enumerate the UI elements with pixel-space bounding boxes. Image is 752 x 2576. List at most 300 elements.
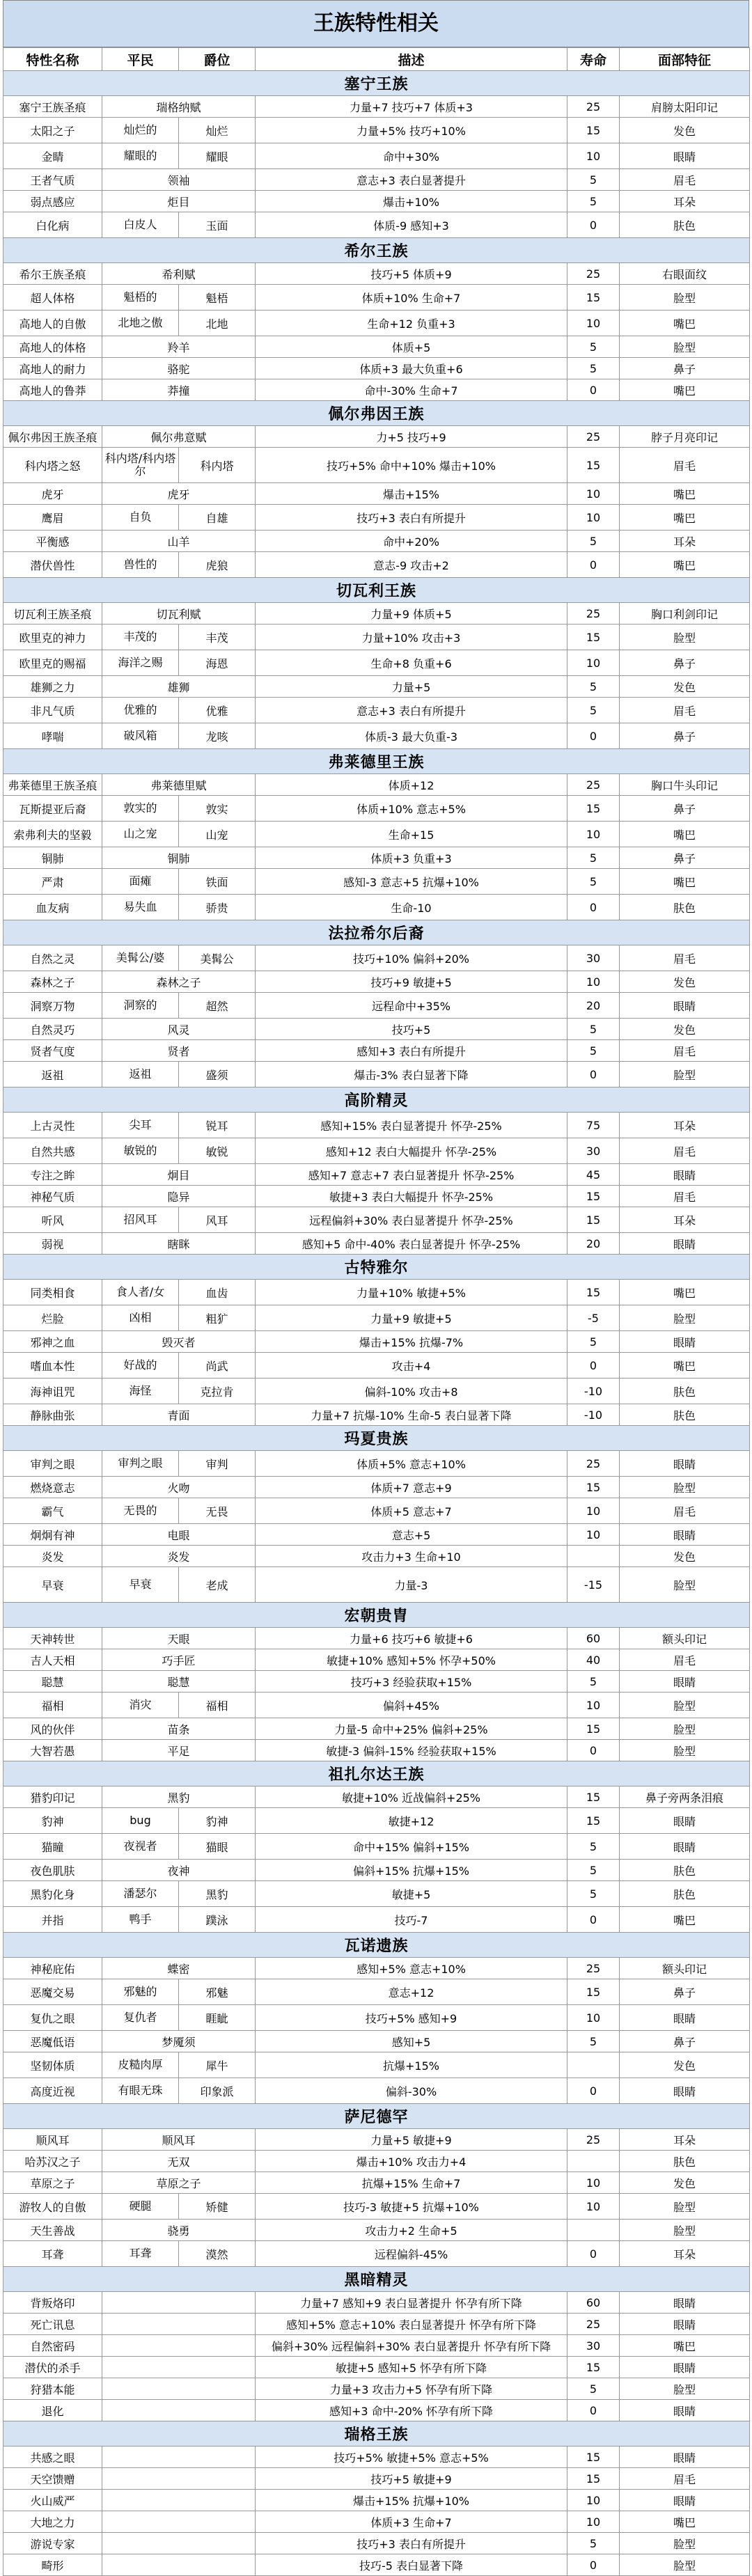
table-row (3, 2314, 750, 2335)
trait-name-cell: 燃烧意志 (3, 1477, 102, 1498)
table-row (3, 2172, 750, 2194)
trait-name-cell: 大智若愚 (3, 1740, 102, 1761)
table-row (3, 2031, 750, 2052)
description-cell: 偏斜+30% 远程偏斜+30% 表白显著提升 怀孕有所下降 (256, 2335, 567, 2357)
title-merged-cell: 草原之子 (102, 2172, 256, 2194)
title-merged-cell: 弗莱德里赋 (102, 774, 256, 796)
commoner-title-cell: 魁梧的 (102, 285, 179, 311)
noble-title-cell: 优雅 (179, 698, 256, 723)
commoner-title-cell: 有眼无珠 (102, 2078, 179, 2104)
facial-feature-cell: 发色 (620, 1546, 750, 1567)
title-merged-cell (102, 2335, 256, 2357)
table-row (3, 169, 750, 191)
description-cell: 爆击+15% (256, 483, 567, 505)
trait-name-cell: 天空馈赠 (3, 2468, 102, 2490)
commoner-title-cell: 招风耳 (102, 1207, 179, 1233)
facial-feature-cell: 眉毛 (620, 698, 750, 723)
lifespan-cell: 0 (567, 723, 620, 749)
trait-name-cell: 雄狮之力 (3, 676, 102, 698)
description-cell: 敏捷+10% 感知+5% 怀孕+50% (256, 1649, 567, 1671)
table-row (3, 1808, 750, 1834)
trait-name-cell: 背叛烙印 (3, 2292, 102, 2314)
commoner-title-cell: 北地之傲 (102, 311, 179, 336)
table-row (3, 1138, 750, 1164)
facial-feature-cell: 眼睛 (620, 993, 750, 1019)
description-cell: 敏捷+5 (256, 1881, 567, 1907)
lifespan-cell (567, 2151, 620, 2172)
lifespan-cell: 10 (567, 483, 620, 505)
noble-title-cell: 尚武 (179, 1353, 256, 1379)
description-cell: 敏捷-3 偏斜-15% 经验获取+15% (256, 1740, 567, 1761)
lifespan-cell: 0 (567, 379, 620, 401)
commoner-title-cell: 审判之眼 (102, 1451, 179, 1477)
description-cell: 偏斜+45% (256, 1693, 567, 1718)
facial-feature-cell: 鼻子 (620, 650, 750, 676)
trait-name-cell: 神秘气质 (3, 1186, 102, 1207)
facial-feature-cell: 眼睛 (620, 143, 750, 169)
description-cell: 爆击+10% (256, 191, 567, 212)
facial-feature-cell: 眼睛 (620, 2078, 750, 2104)
description-cell: 生命-10 (256, 895, 567, 920)
commoner-title-cell: 海洋之赐 (102, 650, 179, 676)
table-row (3, 426, 750, 448)
facial-feature-cell: 眼睛 (620, 2314, 750, 2335)
trait-name-cell: 超人体格 (3, 285, 102, 311)
facial-feature-cell: 眼睛 (620, 1524, 750, 1546)
trait-name-cell: 猫瞳 (3, 1834, 102, 1860)
noble-title-cell: 虎狼 (179, 552, 256, 578)
trait-name-cell: 上古灵性 (3, 1113, 102, 1138)
traits-table (3, 47, 750, 2576)
lifespan-cell: -10 (567, 1404, 620, 1426)
facial-feature-cell: 发色 (620, 1019, 750, 1040)
facial-feature-cell: 鼻子 (620, 358, 750, 379)
facial-feature-cell: 肤色 (620, 1860, 750, 1881)
section-header-row (3, 1933, 750, 1958)
table-row (3, 1958, 750, 1979)
header-lifespan: 寿命 (567, 48, 620, 71)
table-row (3, 2554, 750, 2576)
title-merged-cell: 莽撞 (102, 379, 256, 401)
description-cell: 力量-5 命中+25% 偏斜+25% (256, 1718, 567, 1740)
noble-title-cell: 黑豹 (179, 1881, 256, 1907)
lifespan-cell: 0 (567, 212, 620, 238)
table-row (3, 358, 750, 379)
trait-name-cell: 平衡感 (3, 531, 102, 552)
facial-feature-cell: 脸型 (620, 2220, 750, 2241)
header-row (3, 48, 750, 71)
facial-feature-cell: 胸口牛头印记 (620, 774, 750, 796)
trait-name-cell: 金睛 (3, 143, 102, 169)
commoner-title-cell: 易失血 (102, 895, 179, 920)
commoner-title-cell: 耳聋 (102, 2241, 179, 2267)
trait-name-cell: 夜色肌肤 (3, 1860, 102, 1881)
noble-title-cell: 超然 (179, 993, 256, 1019)
trait-name-cell: 静脉曲张 (3, 1404, 102, 1426)
facial-feature-cell: 脖子月亮印记 (620, 426, 750, 448)
description-cell: 生命+8 负重+6 (256, 650, 567, 676)
noble-title-cell: 矫健 (179, 2194, 256, 2220)
table-row (3, 191, 750, 212)
lifespan-cell: 15 (567, 1786, 620, 1808)
trait-name-cell: 火山威严 (3, 2490, 102, 2511)
trait-name-cell: 欧里克的神力 (3, 625, 102, 650)
facial-feature-cell: 耳朵 (620, 1207, 750, 1233)
header-trait-name: 特性名称 (3, 48, 102, 71)
title-merged-cell (102, 2357, 256, 2378)
title-merged-cell: 骁勇 (102, 2220, 256, 2241)
description-cell: 技巧+3 经验获取+15% (256, 1671, 567, 1693)
table-row (3, 1498, 750, 1524)
title-merged-cell: 山羊 (102, 531, 256, 552)
title-merged-cell: 贤者 (102, 1040, 256, 1062)
lifespan-cell: 5 (567, 1881, 620, 1907)
table-row (3, 993, 750, 1019)
section-header-row (3, 578, 750, 603)
description-cell: 攻击+4 (256, 1353, 567, 1379)
noble-title-cell: 魁梧 (179, 285, 256, 311)
description-cell: 命中-30% 生命+7 (256, 379, 567, 401)
trait-name-cell: 高地人的耐力 (3, 358, 102, 379)
description-cell: 感知+3 命中-20% 怀孕有所下降 (256, 2400, 567, 2421)
description-cell: 爆击+10% 攻击力+4 (256, 2151, 567, 2172)
trait-name-cell: 自然之灵 (3, 945, 102, 971)
commoner-title-cell: 返祖 (102, 1062, 179, 1087)
noble-title-cell: 骄贵 (179, 895, 256, 920)
commoner-title-cell: 消灾 (102, 1693, 179, 1718)
facial-feature-cell: 胸口利剑印记 (620, 603, 750, 625)
trait-name-cell: 瓦斯提亚后裔 (3, 796, 102, 822)
lifespan-cell: 5 (567, 1671, 620, 1693)
description-cell: 力量+7 感知+9 表白显著提升 怀孕有所下降 (256, 2292, 567, 2314)
title-merged-cell: 风灵 (102, 1019, 256, 1040)
section-title: 祖扎尔达王族 (3, 1761, 750, 1786)
description-cell: 力量-3 (256, 1567, 567, 1603)
table-row (3, 723, 750, 749)
lifespan-cell: 20 (567, 1233, 620, 1255)
trait-name-cell: 虎牙 (3, 483, 102, 505)
commoner-title-cell: 无畏的 (102, 1498, 179, 1524)
table-row (3, 698, 750, 723)
facial-feature-cell: 肤色 (620, 895, 750, 920)
table-row (3, 895, 750, 920)
lifespan-cell: 30 (567, 2335, 620, 2357)
trait-name-cell: 哮喘 (3, 723, 102, 749)
table-row (3, 945, 750, 971)
lifespan-cell: 5 (567, 869, 620, 895)
table-row (3, 1207, 750, 1233)
commoner-title-cell: 食人者/女 (102, 1280, 179, 1305)
description-cell: 力量+7 抗爆-10% 生命-5 表白显著下降 (256, 1404, 567, 1426)
commoner-title-cell: 硬腿 (102, 2194, 179, 2220)
facial-feature-cell: 肤色 (620, 1379, 750, 1404)
commoner-title-cell: 皮糙肉厚 (102, 2052, 179, 2078)
trait-name-cell: 科内塔之怒 (3, 448, 102, 483)
facial-feature-cell: 脸型 (620, 1567, 750, 1603)
title-merged-cell: 梦魇须 (102, 2031, 256, 2052)
table-row (3, 1979, 750, 2005)
table-row (3, 143, 750, 169)
facial-feature-cell: 鼻子 (620, 2031, 750, 2052)
trait-name-cell: 高度近视 (3, 2078, 102, 2104)
title-merged-cell: 领袖 (102, 169, 256, 191)
trait-name-cell: 佩尔弗因王族圣痕 (3, 426, 102, 448)
trait-name-cell: 猎豹印记 (3, 1786, 102, 1808)
table-row (3, 379, 750, 401)
table-row (3, 2400, 750, 2421)
description-cell: 技巧-3 敏捷+5 抗爆+10% (256, 2194, 567, 2220)
table-row (3, 118, 750, 143)
lifespan-cell: 25 (567, 426, 620, 448)
header-noble: 爵位 (179, 48, 256, 71)
lifespan-cell: 10 (567, 505, 620, 531)
table-row (3, 2220, 750, 2241)
noble-title-cell: 美髯公 (179, 945, 256, 971)
commoner-title-cell: 潘瑟尔 (102, 1881, 179, 1907)
facial-feature-cell: 脸型 (620, 1062, 750, 1087)
lifespan-cell: 10 (567, 1693, 620, 1718)
title-merged-cell: 毁灭者 (102, 1331, 256, 1353)
title-merged-cell: 天眼 (102, 1628, 256, 1649)
table-row (3, 2151, 750, 2172)
facial-feature-cell: 眼睛 (620, 2447, 750, 2468)
noble-title-cell: 邪魅 (179, 1979, 256, 2005)
commoner-title-cell: 敦实的 (102, 796, 179, 822)
lifespan-cell: 25 (567, 2129, 620, 2151)
table-row (3, 263, 750, 285)
lifespan-cell: 5 (567, 1834, 620, 1860)
title-merged-cell: 炯目 (102, 1164, 256, 1186)
description-cell: 意志+3 表白有所提升 (256, 698, 567, 723)
trait-name-cell: 铜肺 (3, 847, 102, 869)
title-merged-cell (102, 2490, 256, 2511)
title-merged-cell: 电眼 (102, 1524, 256, 1546)
table-row (3, 1040, 750, 1062)
section-header-row (3, 1761, 750, 1786)
table-row (3, 531, 750, 552)
trait-name-cell: 白化病 (3, 212, 102, 238)
table-row (3, 1907, 750, 1933)
lifespan-cell: 25 (567, 1451, 620, 1477)
section-header-row (3, 1603, 750, 1628)
table-row (3, 1062, 750, 1087)
description-cell: 体质+5 (256, 336, 567, 358)
facial-feature-cell: 耳朵 (620, 531, 750, 552)
lifespan-cell: 0 (567, 1740, 620, 1761)
title-merged-cell (102, 2511, 256, 2533)
title-merged-cell: 森林之子 (102, 971, 256, 993)
table-row (3, 96, 750, 118)
trait-name-cell: 邪神之血 (3, 1331, 102, 1353)
trait-name-cell: 太阳之子 (3, 118, 102, 143)
facial-feature-cell: 眼睛 (620, 1671, 750, 1693)
lifespan-cell: 10 (567, 143, 620, 169)
lifespan-cell: 15 (567, 1808, 620, 1834)
facial-feature-cell: 脸型 (620, 336, 750, 358)
table-row (3, 285, 750, 311)
facial-feature-cell: 嘴巴 (620, 869, 750, 895)
noble-title-cell: 海恩 (179, 650, 256, 676)
facial-feature-cell: 眼睛 (620, 1331, 750, 1353)
commoner-title-cell: 白皮人 (102, 212, 179, 238)
description-cell: 技巧+5 (256, 1019, 567, 1040)
description-cell: 偏斜-10% 攻击+8 (256, 1379, 567, 1404)
noble-title-cell: 灿烂 (179, 118, 256, 143)
facial-feature-cell: 肩膀太阳印记 (620, 96, 750, 118)
lifespan-cell: 5 (567, 676, 620, 698)
table-row (3, 2129, 750, 2151)
lifespan-cell: 15 (567, 118, 620, 143)
trait-name-cell: 审判之眼 (3, 1451, 102, 1477)
lifespan-cell: 15 (567, 1207, 620, 1233)
table-row (3, 1280, 750, 1305)
facial-feature-cell: 眼睛 (620, 1164, 750, 1186)
title-merged-cell: 羚羊 (102, 336, 256, 358)
lifespan-cell: 15 (567, 2447, 620, 2468)
table-row (3, 1649, 750, 1671)
trait-name-cell: 弱视 (3, 1233, 102, 1255)
title-merged-cell (102, 2447, 256, 2468)
facial-feature-cell: 鼻子 (620, 1979, 750, 2005)
description-cell: 技巧+5% 命中+10% 爆击+10% (256, 448, 567, 483)
commoner-title-cell: 兽性的 (102, 552, 179, 578)
trait-name-cell: 嗜血本性 (3, 1353, 102, 1379)
table-row (3, 2378, 750, 2400)
section-title: 瑞格王族 (3, 2421, 750, 2447)
lifespan-cell: 5 (567, 1860, 620, 1881)
description-cell: 命中+30% (256, 143, 567, 169)
noble-title-cell: 漠然 (179, 2241, 256, 2267)
facial-feature-cell: 嘴巴 (620, 2511, 750, 2533)
section-header-row (3, 1426, 750, 1451)
lifespan-cell: 5 (567, 191, 620, 212)
title-merged-cell: 瑞格纳赋 (102, 96, 256, 118)
facial-feature-cell: 眼睛 (620, 2357, 750, 2378)
commoner-title-cell: 美髯公/婆 (102, 945, 179, 971)
facial-feature-cell: 右眼面纹 (620, 263, 750, 285)
lifespan-cell: 0 (567, 552, 620, 578)
description-cell: 力量+5 敏捷+9 (256, 2129, 567, 2151)
noble-title-cell: 山宠 (179, 822, 256, 847)
trait-name-cell: 自然密码 (3, 2335, 102, 2357)
table-row (3, 505, 750, 531)
table-row (3, 1451, 750, 1477)
table-row (3, 822, 750, 847)
table-row (3, 1834, 750, 1860)
table-row (3, 1881, 750, 1907)
table-row (3, 1628, 750, 1649)
commoner-title-cell: 丰茂的 (102, 625, 179, 650)
table-row (3, 1404, 750, 1426)
trait-name-cell: 恶魔低语 (3, 2031, 102, 2052)
table-row (3, 1233, 750, 1255)
title-merged-cell (102, 2533, 256, 2554)
section-title: 玛夏贵族 (3, 1426, 750, 1451)
table-row (3, 2335, 750, 2357)
noble-title-cell: 科内塔 (179, 448, 256, 483)
table-row (3, 971, 750, 993)
table-row (3, 2194, 750, 2220)
description-cell: 力量+5 (256, 676, 567, 698)
trait-name-cell: 贤者气度 (3, 1040, 102, 1062)
title-merged-cell: 巧手匠 (102, 1649, 256, 1671)
noble-title-cell: 犀牛 (179, 2052, 256, 2078)
description-cell: 偏斜+15% 抗爆+15% (256, 1860, 567, 1881)
lifespan-cell: -10 (567, 1379, 620, 1404)
section-header-row (3, 401, 750, 426)
noble-title-cell: 睚眦 (179, 2005, 256, 2031)
table-row (3, 1164, 750, 1186)
table-row (3, 2241, 750, 2267)
trait-name-cell: 吉人天相 (3, 1649, 102, 1671)
description-cell: 命中+15% 偏斜+15% (256, 1834, 567, 1860)
table-row (3, 2357, 750, 2378)
lifespan-cell: 10 (567, 2194, 620, 2220)
lifespan-cell: 5 (567, 2533, 620, 2554)
noble-title-cell: 猫眼 (179, 1834, 256, 1860)
trait-name-cell: 福相 (3, 1693, 102, 1718)
lifespan-cell: 5 (567, 847, 620, 869)
title-merged-cell: 隐异 (102, 1186, 256, 1207)
title-merged-cell (102, 2292, 256, 2314)
description-cell: 敏捷+3 表白大幅提升 怀孕-25% (256, 1186, 567, 1207)
trait-name-cell: 顺风耳 (3, 2129, 102, 2151)
description-cell: 技巧+9 敏捷+5 (256, 971, 567, 993)
table-row (3, 1718, 750, 1740)
table-row (3, 311, 750, 336)
trait-name-cell: 游说专家 (3, 2533, 102, 2554)
description-cell: 生命+12 负重+3 (256, 311, 567, 336)
facial-feature-cell: 鼻子 (620, 796, 750, 822)
title-merged-cell: 铜肺 (102, 847, 256, 869)
description-cell: 力量+9 敏捷+5 (256, 1305, 567, 1331)
lifespan-cell: 15 (567, 1979, 620, 2005)
facial-feature-cell: 脸型 (620, 2533, 750, 2554)
section-title: 法拉希尔后裔 (3, 920, 750, 945)
lifespan-cell: 5 (567, 531, 620, 552)
section-title: 希尔王族 (3, 238, 750, 263)
title-merged-cell: 青面 (102, 1404, 256, 1426)
table-row (3, 2292, 750, 2314)
commoner-title-cell: 夜视者 (102, 1834, 179, 1860)
header-description: 描述 (256, 48, 567, 71)
description-cell: 力量+3 攻击力+5 怀孕有所下降 (256, 2378, 567, 2400)
trait-name-cell: 死亡讯息 (3, 2314, 102, 2335)
noble-title-cell: 盛须 (179, 1062, 256, 1087)
lifespan-cell: 5 (567, 1019, 620, 1040)
facial-feature-cell: 眼睛 (620, 2292, 750, 2314)
trait-name-cell: 王者气质 (3, 169, 102, 191)
lifespan-cell: 10 (567, 2005, 620, 2031)
description-cell: 意志+3 表白显著提升 (256, 169, 567, 191)
description-cell: 爆击+15% 抗爆+10% (256, 2490, 567, 2511)
table-row (3, 448, 750, 483)
trait-name-cell: 鹰眉 (3, 505, 102, 531)
trait-name-cell: 黑豹化身 (3, 1881, 102, 1907)
table-row (3, 650, 750, 676)
description-cell: 力量+7 技巧+7 体质+3 (256, 96, 567, 118)
commoner-title-cell: 尖耳 (102, 1113, 179, 1138)
title-merged-cell: 希利赋 (102, 263, 256, 285)
lifespan-cell: 25 (567, 774, 620, 796)
description-cell: 感知+7 意志+7 表白显著提升 怀孕-25% (256, 1164, 567, 1186)
section-header-row (3, 238, 750, 263)
trait-name-cell: 草原之子 (3, 2172, 102, 2194)
lifespan-cell: 60 (567, 1628, 620, 1649)
table-row (3, 2533, 750, 2554)
table-row (3, 2005, 750, 2031)
section-header-row (3, 1087, 750, 1113)
